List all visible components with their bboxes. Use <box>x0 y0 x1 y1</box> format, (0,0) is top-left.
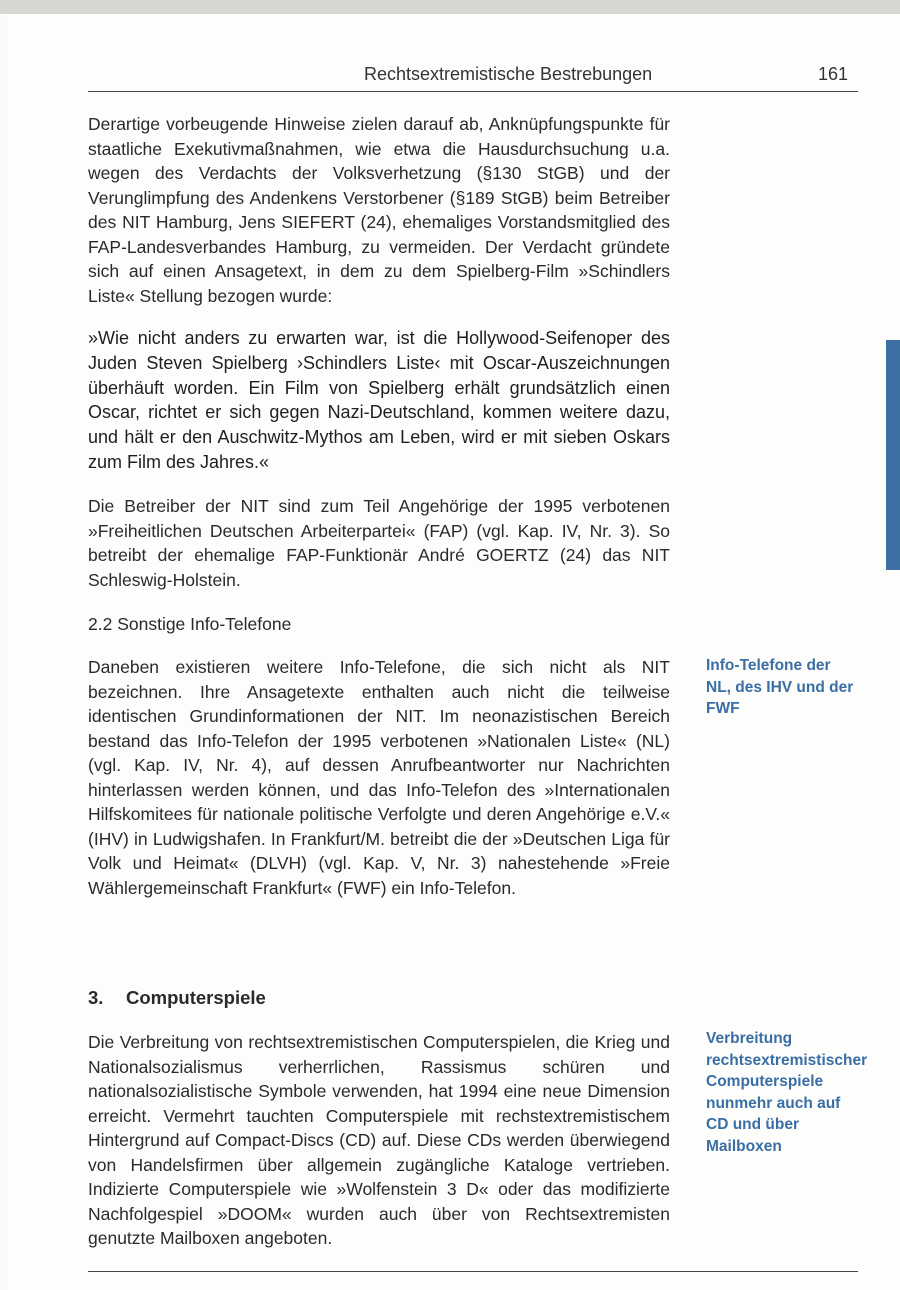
scan-top-edge <box>0 0 900 14</box>
paragraph-exekutivmassnahmen: Derartige vorbeugende Hinweise zielen darauf ab, Anknüpfungspunkte für staatliche Exekutivmaßnahmen, wie etwa die Hausdurchsuchung u.a. wegen des Verdachts der Volksverhetzung (§130 StGB) und der Verunglimpfung des Andenkens Verstorbener (§189 StGB) beim Betreiber des NIT Hamburg, Jens SIEFERT (24), ehemaliges Vorstandsmitglied des FAP-Landesverbandes Hamburg, zu vermeiden. Der Verdacht gründete sich auf einen Ansagetext, in dem zu dem Spielberg-Film »Schindlers Liste« Stellung bezogen wurde: <box>88 114 670 306</box>
paragraph-computerspiele: Die Verbreitung von rechtsextremistischen Computerspielen, die Krieg und Nationalsozialismus verherrlichen, Rassismus schüren und nationalsozialistische Symbole verwenden, hat 1994 eine neue Dimension erreicht. Vermehrt tauchten Computerspiele mit rechstextremistischem Hintergrund auf Compact-Discs (CD) auf. Diese CDs werden überwiegend von Handelsfirmen über allgemein zugängliche Kataloge vertrieben. Indizierte Computerspiele wie »Wolfenstein 3 D« oder das modifizierte Nachfolgespiel »DOOM« wurden auch über von Rechtsextremisten genutzte Mailboxen angeboten. <box>88 1032 670 1248</box>
page-number: 161 <box>818 64 849 84</box>
margin-note-computerspiele: Verbreitung rechtsextremistischer Computerspiele nunmehr auch auf CD und über Mailboxen <box>706 1030 868 1155</box>
paragraph-info-telefone: Daneben existieren weitere Info-Telefone, die sich nicht als NIT bezeichnen. Ihre Ansagetexte enthalten auch nicht die teilweise identischen Grundinformationen der NIT. Im neonazistischen Bereich bestand das Info-Telefon der 1995 verbotenen »Nationalen Liste« (NL) (vgl. Kap. IV, Nr. 4), auf dessen Anrufbeantworter nur Nachrichten hinterlassen werden können, und das Info-Telefon des »Internationalen Hilfskomitees für nationale politische Verfolgte und deren Angehörige e.V.« (IHV) in Ludwigshafen. In Frankfurt/M. betreibt die der »Deutschen Liga für Volk und Heimat« (DLVH) (vgl. Kap. V, Nr. 3) nahestehende »Freie Wählergemeinschaft Frankfurt« (FWF) ein Info-Telefon. <box>88 657 670 898</box>
block-quote-ansagetext: »Wie nicht anders zu erwarten war, ist die Hollywood-Seifenoper des Juden Steven Spielberg ›Schindlers Liste‹ mit Oscar-Auszeichnungen überhäuft worden. Ein Film von Spielberg erhält grundsätzlich einen Oscar, richtet er sich gegen Nazi-Deutschland, kommen weitere dazu, und hält er den Auschwitz-Mythos am Leben, wird er mit sieben Oskars zum Film des Jahres.« <box>88 328 670 472</box>
header-rule <box>88 91 858 92</box>
footer-rule <box>88 1271 858 1272</box>
chapter-thumb-tab <box>886 340 900 570</box>
running-header-title: Rechtsextremistische Bestrebungen <box>364 64 653 84</box>
section-number: 3. <box>88 987 104 1008</box>
margin-note-info-telefone: Info-Telefone der NL, des IHV und der FWF <box>706 657 854 717</box>
section-heading <box>88 987 266 1009</box>
section-title: Computerspiele <box>126 987 266 1008</box>
subsection-heading: 2.2 Sonstige Info-Telefone <box>88 614 292 634</box>
paragraph-nit-betreiber: Die Betreiber der NIT sind zum Teil Angehörige der 1995 verbotenen »Freiheitlichen Deutschen Arbeiterpartei« (FAP) (vgl. Kap. IV, Nr. 3). So betreibt der ehemalige FAP-Funktionär André GOERTZ (24) das NIT Schleswig-Holstein. <box>88 496 670 590</box>
